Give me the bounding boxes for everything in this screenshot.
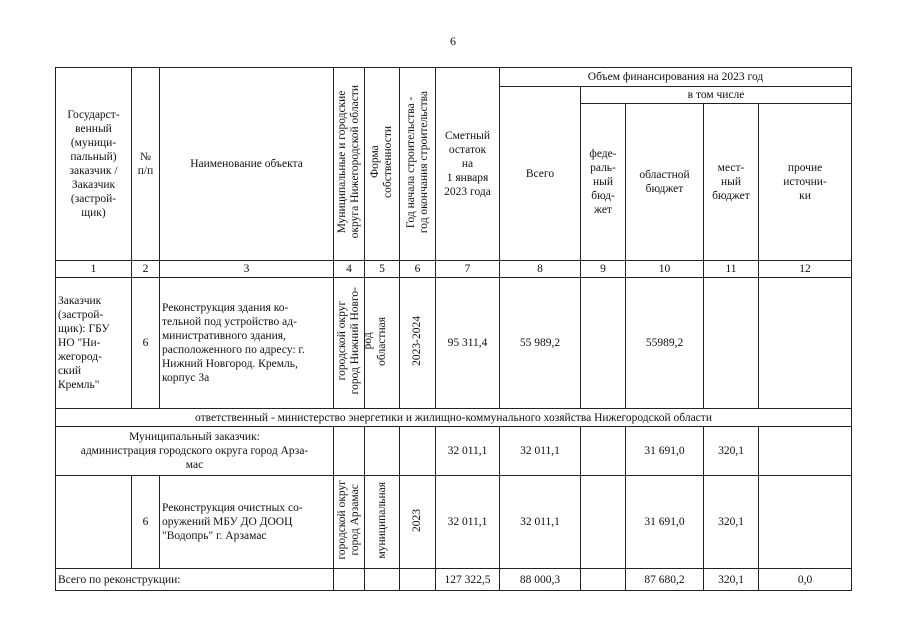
col-num: 5	[365, 261, 400, 278]
customer-cell	[56, 476, 132, 569]
object-cell: Реконструкция очистных со- оружений МБУ ДО ДООЦ "Водопрь" г. Арзамас	[160, 476, 334, 569]
col-num: 11	[704, 261, 759, 278]
ownership-cell: муниципальная	[365, 476, 400, 569]
total-cell: 32 011,1	[500, 427, 581, 476]
header-local: мест- ный бюджет	[704, 104, 759, 261]
table-row	[56, 427, 852, 476]
header-including: в том числе	[581, 87, 852, 104]
years-cell	[400, 569, 436, 591]
municipal-customer-label: Муниципальный заказчик: администрация городского округа город Арза- мас	[56, 427, 334, 476]
years-cell: 2023	[400, 476, 436, 569]
ownership-cell: областная	[365, 278, 400, 409]
header-federal: феде- раль- ный бюд- жет	[581, 104, 626, 261]
municipality-cell	[334, 569, 365, 591]
header-total: Всего	[500, 87, 581, 261]
header-estimate: Сметный остаток на 1 января 2023 года	[436, 68, 500, 261]
ownership-cell	[365, 427, 400, 476]
estimate-cell: 95 311,4	[436, 278, 500, 409]
column-numbers-row	[56, 261, 852, 278]
financing-table	[55, 67, 852, 591]
municipality-cell: городской округ город Арзамас	[334, 476, 365, 569]
header-municipality: Муниципальные и городские округа Нижегородской области	[334, 68, 365, 261]
col-num: 3	[160, 261, 334, 278]
header-funding-group: Объем финансирования на 2023 год	[500, 68, 852, 87]
responsible-row: ответственный - министерство энергетики и жилищно-коммунального хозяйства Нижегородской области	[56, 409, 852, 427]
local-cell: 320,1	[704, 569, 759, 591]
other-cell	[759, 278, 852, 409]
totals-row	[56, 569, 852, 591]
header-ownership: Форма собственности	[365, 68, 400, 261]
col-num: 4	[334, 261, 365, 278]
object-cell: Реконструкция здания ко- тельной под устройство ад- министративного здания, расположенного по адресу: г. Нижний Новгород. Кремль, корпус 3а	[160, 278, 334, 409]
num-cell: 6	[132, 278, 160, 409]
estimate-cell: 127 322,5	[436, 569, 500, 591]
municipality-cell: городской округ город Нижний Новго- род	[334, 278, 365, 409]
other-cell: 0,0	[759, 569, 852, 591]
table-row	[56, 476, 852, 569]
header-years: Год начала строительства - год окончания строительства	[400, 68, 436, 261]
col-num: 8	[500, 261, 581, 278]
estimate-cell: 32 011,1	[436, 476, 500, 569]
regional-cell: 31 691,0	[626, 427, 704, 476]
col-num: 10	[626, 261, 704, 278]
header-object-name: Наименование объекта	[160, 68, 334, 261]
total-cell: 88 000,3	[500, 569, 581, 591]
col-num: 7	[436, 261, 500, 278]
col-num: 1	[56, 261, 132, 278]
header-customer: Государст- венный (муници- пальный) заказчик / Заказчик (застрой- щик)	[56, 68, 132, 261]
header-regional: областной бюджет	[626, 104, 704, 261]
federal-cell	[581, 569, 626, 591]
local-cell	[704, 278, 759, 409]
other-cell	[759, 476, 852, 569]
col-num: 2	[132, 261, 160, 278]
num-cell: 6	[132, 476, 160, 569]
col-num: 9	[581, 261, 626, 278]
years-cell: 2023-2024	[400, 278, 436, 409]
customer-cell: Заказчик (застрой- щик): ГБУ НО "Ни- жегород- ский Кремль"	[56, 278, 132, 409]
table-row	[56, 278, 852, 409]
years-cell	[400, 427, 436, 476]
header-other: прочие источни- ки	[759, 104, 852, 261]
page-number: 6	[450, 34, 456, 48]
regional-cell: 55989,2	[626, 278, 704, 409]
federal-cell	[581, 278, 626, 409]
federal-cell	[581, 476, 626, 569]
local-cell: 320,1	[704, 427, 759, 476]
regional-cell: 87 680,2	[626, 569, 704, 591]
municipality-cell	[334, 427, 365, 476]
federal-cell	[581, 427, 626, 476]
estimate-cell: 32 011,1	[436, 427, 500, 476]
regional-cell: 31 691,0	[626, 476, 704, 569]
totals-label: Всего по реконструкции:	[56, 569, 334, 591]
header-num: № п/п	[132, 68, 160, 261]
col-num: 6	[400, 261, 436, 278]
other-cell	[759, 427, 852, 476]
total-cell: 55 989,2	[500, 278, 581, 409]
total-cell: 32 011,1	[500, 476, 581, 569]
local-cell: 320,1	[704, 476, 759, 569]
col-num: 12	[759, 261, 852, 278]
ownership-cell	[365, 569, 400, 591]
